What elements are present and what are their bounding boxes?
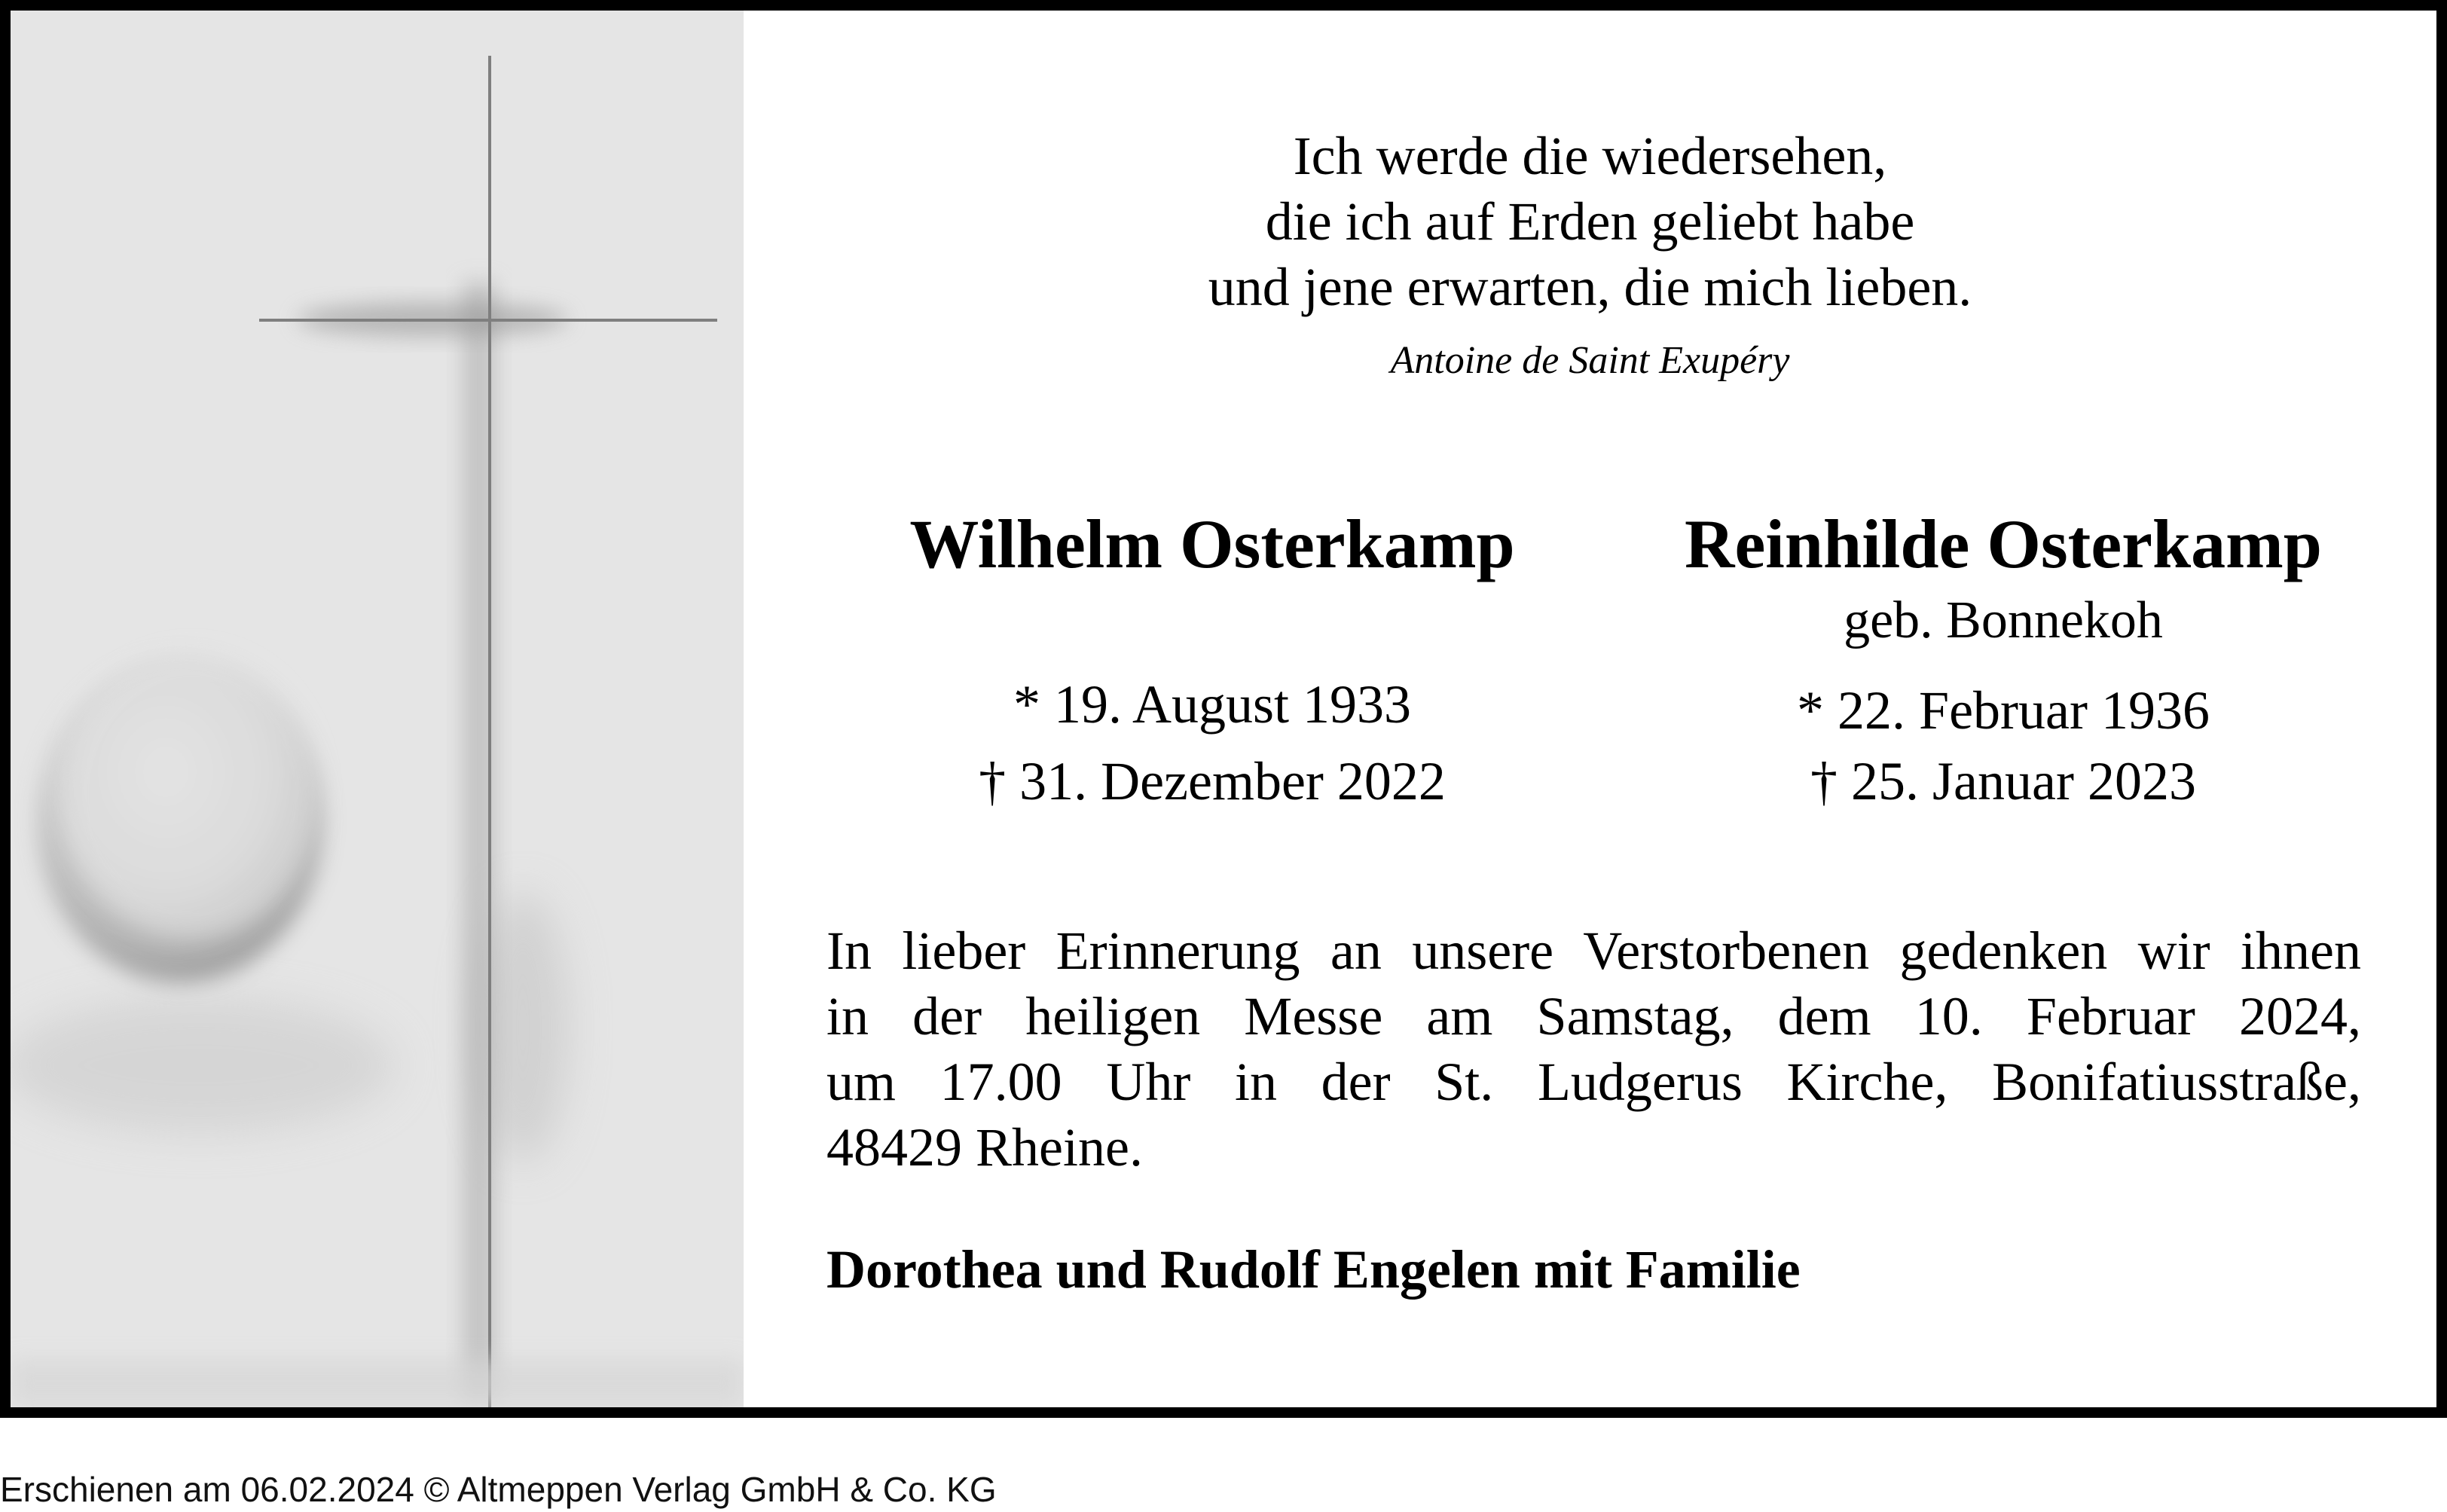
- quote-author: Antoine de Saint Exupéry: [1390, 339, 1790, 382]
- cross-image: [11, 11, 744, 1407]
- deceased-name: Wilhelm Osterkamp: [909, 506, 1515, 582]
- quote-line: Ich werde die wiedersehen,: [1293, 126, 1887, 186]
- notice-text: [744, 11, 2436, 1407]
- memorial-line: 48429 Rheine.: [826, 1117, 1143, 1178]
- memorial-line: um 17.00 Uhr in der St. Ludgerus Kirche, Bonifatiusstraße,: [826, 1052, 2361, 1112]
- cross-icon: [11, 11, 744, 1407]
- birth-date: * 22. Februar 1936: [1797, 680, 2210, 741]
- maiden-name: geb. Bonnekoh: [1844, 591, 2163, 649]
- quote-line: die ich auf Erden geliebt habe: [1265, 191, 1915, 252]
- signature: Dorothea und Rudolf Engelen mit Familie: [826, 1239, 1801, 1300]
- memorial-text: [826, 918, 2361, 1181]
- quote: [744, 124, 2436, 320]
- birth-date: * 19. August 1933: [1013, 674, 1412, 735]
- quote-line: und jene erwarten, die mich lieben.: [1208, 257, 1972, 317]
- publication-footer: Erschienen am 06.02.2024 © Altmeppen Verlag GmbH & Co. KG: [0, 1470, 997, 1509]
- memorial-line: in der heiligen Messe am Samstag, dem 10. Februar 2024,: [826, 986, 2361, 1046]
- deceased-name: Reinhilde Osterkamp: [1685, 506, 2322, 582]
- memorial-line: In lieber Erinnerung an unsere Verstorbenen gedenken wir ihnen: [826, 921, 2361, 981]
- death-date: † 31. Dezember 2022: [979, 751, 1446, 811]
- death-date: † 25. Januar 2023: [1810, 751, 2196, 811]
